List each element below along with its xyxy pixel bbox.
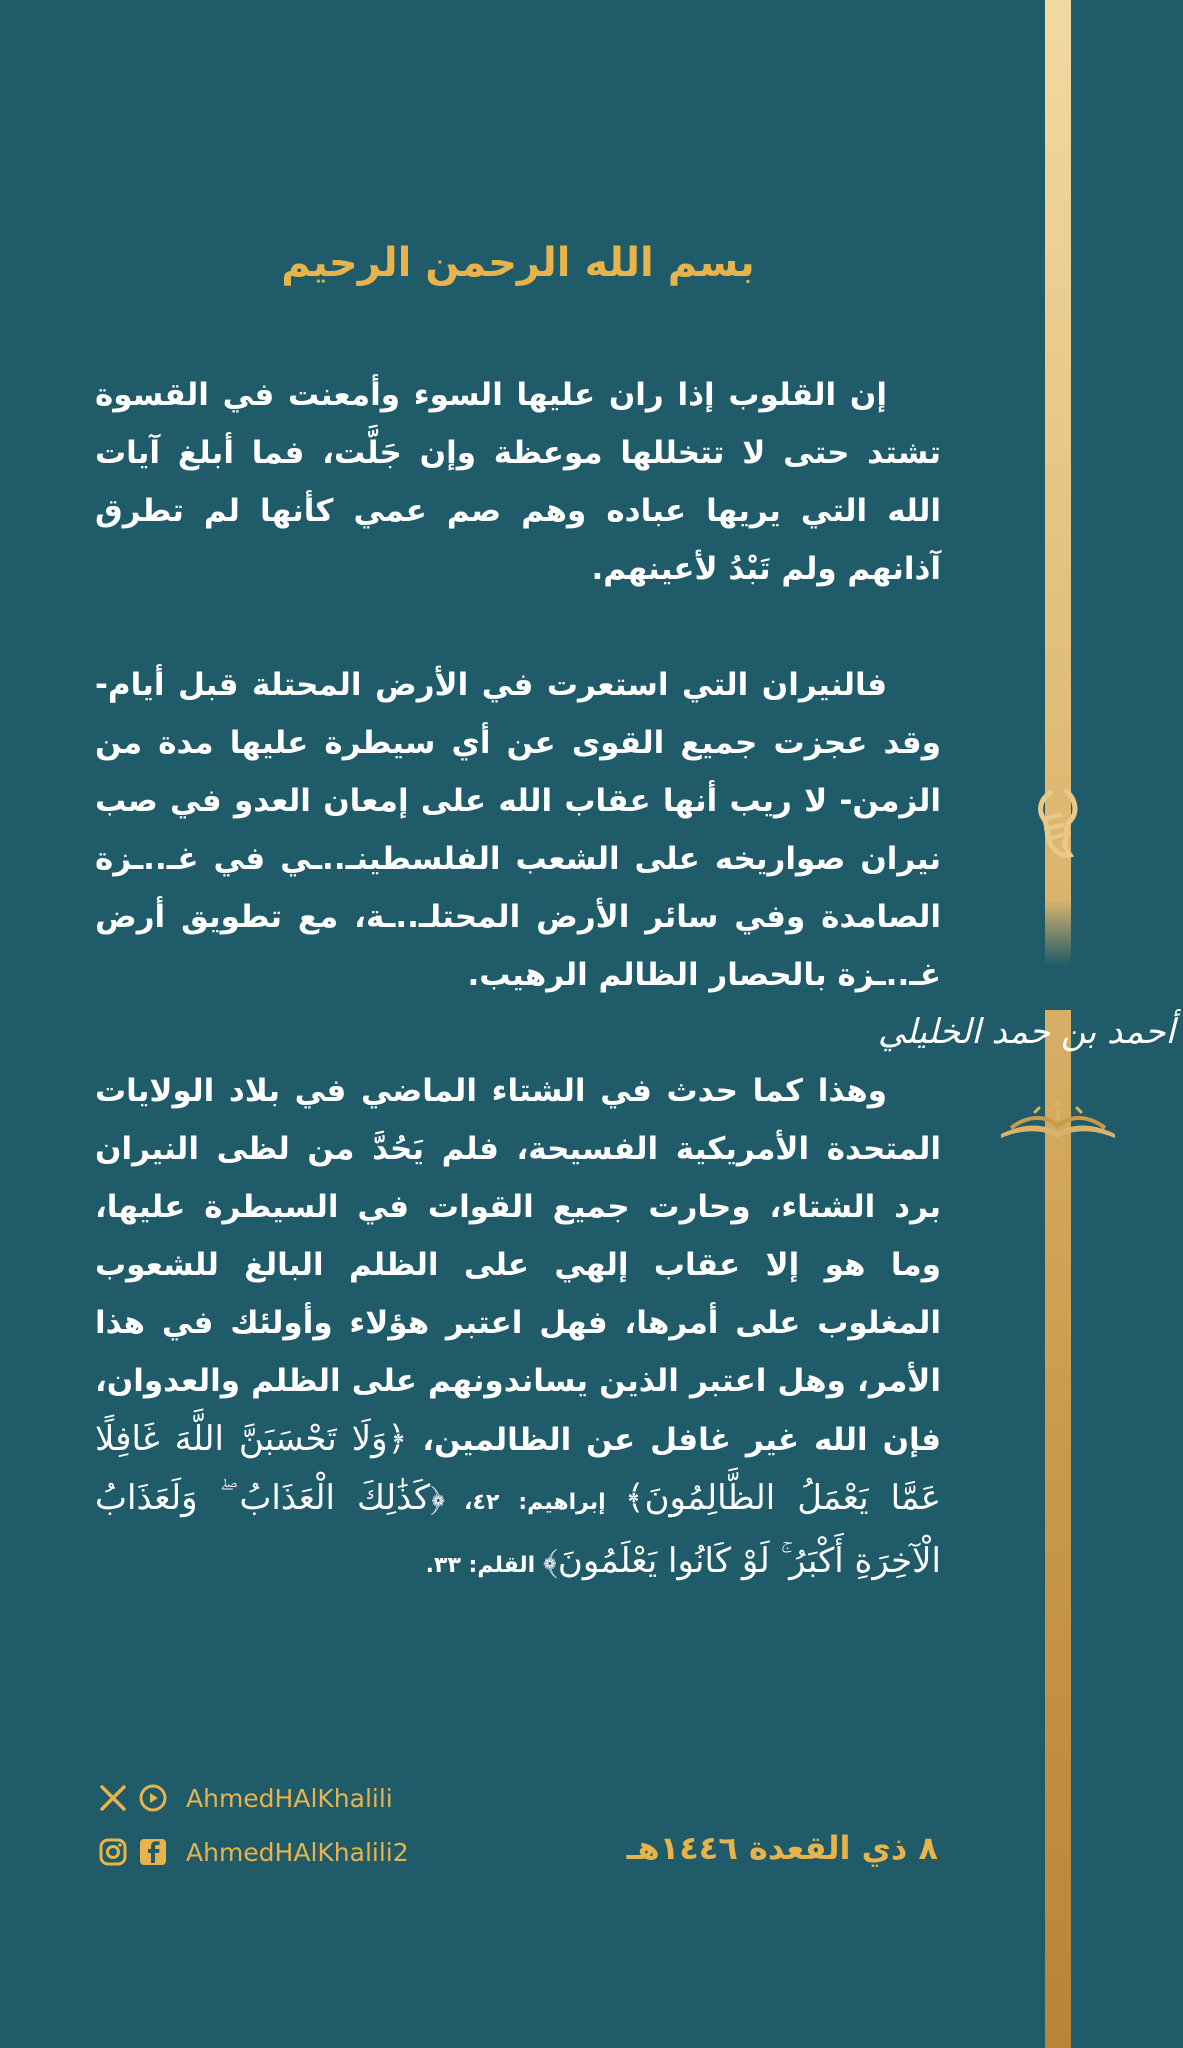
hijri-date: ٨ ذي القعدة ١٤٤٦هـ bbox=[626, 1829, 938, 1867]
social-row-2 bbox=[98, 1830, 518, 1874]
youtube-icon[interactable] bbox=[138, 1783, 168, 1813]
x-icon[interactable] bbox=[98, 1783, 128, 1813]
quran-verse-2: ﴿كَذَٰلِكَ الْعَذَابُ ۖ وَلَعَذَابُ الْآخِرَةِ أَكْبَرُ ۚ لَوْ كَانُوا يَعْلَمُونَ﴾ bbox=[95, 1478, 941, 1581]
verse-1-reference: إبراهيم: ٤٢، bbox=[445, 1490, 625, 1515]
facebook-icon[interactable] bbox=[138, 1837, 168, 1867]
document-body bbox=[95, 240, 941, 1653]
social-row-1 bbox=[98, 1776, 518, 1820]
paragraph-3-text: وهذا كما حدث في الشتاء الماضي في بلاد الولايات المتحدة الأمريكية الفسيحة، فلم يَحُدَّ من لظى النيران برد الشتاء، وحارت جميع القوات في السيطرة عليها، وما هو إلا عقاب إلهي على الظلم البالغ للشعوب المغلوب على أمرها، فهل اعتبر هؤلاء وأولئك في هذا الأمر، وهل اعتبر الذين يساندونهم على الظلم والعدوان، فإن الله غير غافل عن الظالمين، bbox=[95, 1073, 941, 1458]
handle-secondary[interactable]: AhmedHAlKhalili2 bbox=[186, 1837, 409, 1867]
open-book-icon bbox=[995, 1100, 1121, 1144]
paragraph-2: فالنيران التي استعرت في الأرض المحتلة قبل أيام-وقد عجزت جميع القوى عن أي سيطرة عليها مدة من الزمن- لا ريب أنها عقاب الله على إمعان العدو في صب نيران صواريخه على الشعب الفلسطينـ..ـي في غـ..ـزة الصامدة وفي سائر الأرض المحتلـ..ـة، مع تطويق أرض غـ..ـزة بالحصار الظالم الرهيب. bbox=[95, 667, 941, 993]
clasped-hands-icon bbox=[1030, 785, 1086, 865]
instagram-icon[interactable] bbox=[98, 1837, 128, 1867]
verse-2-reference: القلم: ٣٣. bbox=[425, 1553, 543, 1578]
paragraph-1: إن القلوب إذا ران عليها السوء وأمعنت في القسوة تشتد حتى لا تتخللها موعظة وإن جَلَّت، فما أبلغ آيات الله التي يريها عباده وهم صم عمي كأنها لم تطرق آذانهم ولم تَبْدُ لأعينهم. bbox=[95, 377, 941, 587]
basmala-title: بسم الله الرحمن الرحيم bbox=[281, 240, 755, 286]
social-handles bbox=[98, 1776, 518, 1886]
stripe-gap bbox=[1045, 900, 1071, 1010]
handle-primary[interactable]: AhmedHAlKhalili bbox=[186, 1783, 393, 1813]
signature: أحمد بن حمد الخليلي bbox=[877, 1012, 1175, 1052]
quran-verse-1: ﴿وَلَا تَحْسَبَنَّ اللَّهَ غَافِلًا عَمَّا يَعْمَلُ الظَّالِمُونَ﴾ bbox=[95, 1419, 941, 1518]
paragraph-3 bbox=[95, 1062, 941, 1595]
